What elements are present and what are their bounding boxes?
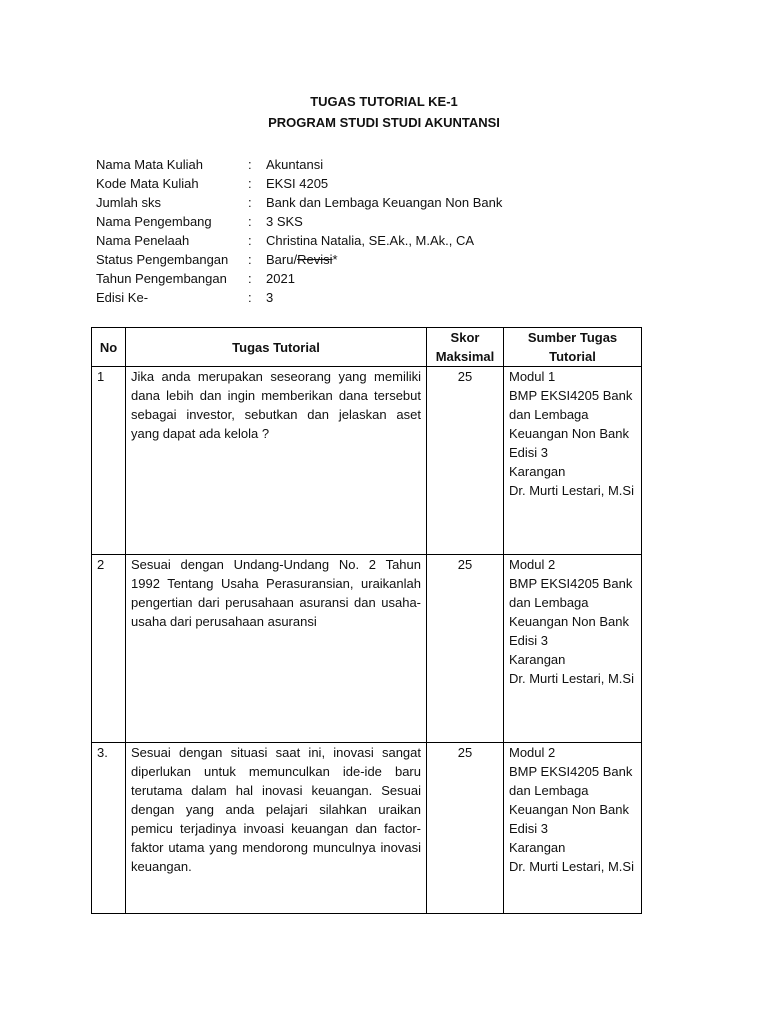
meta-colon: : xyxy=(248,214,252,229)
source-edition: Edisi 3 xyxy=(509,633,549,648)
meta-colon: : xyxy=(248,252,252,267)
meta-value xyxy=(266,250,338,269)
source-author: Dr. Murti Lestari, M.Si xyxy=(509,859,634,874)
meta-value: 2021 xyxy=(266,271,295,286)
source-author-label: Karangan xyxy=(509,840,566,855)
meta-colon: : xyxy=(248,271,252,286)
meta-colon: : xyxy=(248,195,252,210)
source-module: Modul 1 xyxy=(509,369,556,384)
meta-label: Nama Pengembang xyxy=(96,214,212,229)
header-source xyxy=(504,328,642,367)
table-header-row xyxy=(92,328,642,367)
row-number: 2 xyxy=(92,555,126,743)
row-number: 3. xyxy=(92,743,126,914)
meta-value: 3 xyxy=(266,290,274,305)
meta-label: Edisi Ke- xyxy=(96,290,149,305)
status-new: Baru/ xyxy=(266,252,298,267)
source-book: BMP EKSI4205 Bank dan Lembaga Keuangan Non Bank xyxy=(509,388,633,441)
source-author-label: Karangan xyxy=(509,464,566,479)
row-question: Sesuai dengan Undang-Undang No. 2 Tahun 1992 Tentang Usaha Perasuransian, uraikanlah pengertian dari perusahaan asuransi dan usaha-usaha dari perusahaan asuransi xyxy=(126,555,427,743)
meta-label: Jumlah sks xyxy=(96,195,162,210)
source-edition: Edisi 3 xyxy=(509,445,549,460)
meta-colon: : xyxy=(248,290,252,305)
meta-value: EKSI 4205 xyxy=(266,176,329,191)
meta-value: Akuntansi xyxy=(266,157,324,172)
row-source xyxy=(504,555,642,743)
source-author: Dr. Murti Lestari, M.Si xyxy=(509,483,634,498)
meta-value: Bank dan Lembaga Keuangan Non Bank xyxy=(266,195,503,210)
row-source xyxy=(504,367,642,555)
meta-label: Nama Penelaah xyxy=(96,233,190,248)
source-author: Dr. Murti Lestari, M.Si xyxy=(509,671,634,686)
source-author-label: Karangan xyxy=(509,652,566,667)
meta-colon: : xyxy=(248,233,252,248)
source-module: Modul 2 xyxy=(509,557,556,572)
table-row xyxy=(92,743,642,914)
row-score: 25 xyxy=(427,555,504,743)
header-no: No xyxy=(92,328,126,367)
meta-label: Tahun Pengembangan xyxy=(96,271,227,286)
header-score-line1: Skor xyxy=(450,330,480,345)
row-score: 25 xyxy=(427,367,504,555)
status-revision-struck: Revisi xyxy=(297,252,333,267)
meta-label: Status Pengembangan xyxy=(96,252,229,267)
document-subtitle: PROGRAM STUDI STUDI AKUNTANSI xyxy=(268,115,500,130)
source-module: Modul 2 xyxy=(509,745,556,760)
row-question: Jika anda merupakan seseorang yang memiliki dana lebih dan ingin memberikan dana tersebut sebagai investor, sebutkan dan jelaskan aset yang dapat ada kelola ? xyxy=(126,367,427,555)
row-number: 1 xyxy=(92,367,126,555)
source-edition: Edisi 3 xyxy=(509,821,549,836)
meta-label: Kode Mata Kuliah xyxy=(96,176,199,191)
header-score xyxy=(427,328,504,367)
tasks-table xyxy=(91,327,642,914)
document-title: TUGAS TUTORIAL KE-1 xyxy=(310,94,458,109)
header-task: Tugas Tutorial xyxy=(126,328,427,367)
meta-value: 3 SKS xyxy=(266,214,303,229)
header-source-line1: Sumber Tugas xyxy=(527,330,618,345)
header-source-line2: Tutorial xyxy=(549,349,596,364)
row-score: 25 xyxy=(427,743,504,914)
meta-label: Nama Mata Kuliah xyxy=(96,157,203,172)
header-score-line2: Maksimal xyxy=(435,349,495,364)
table-row xyxy=(92,555,642,743)
row-question: Sesuai dengan situasi saat ini, inovasi sangat diperlukan untuk memunculkan ide-ide baru terutama dalam hal inovasi keuangan. Sesuai dengan yang anda pelajari silahkan uraikan pemicu terjadinya invoasi keuangan dan factor-faktor utama yang mendorong munculnya inovasi keuangan. xyxy=(126,743,427,914)
row-source xyxy=(504,743,642,914)
source-book: BMP EKSI4205 Bank dan Lembaga Keuangan Non Bank xyxy=(509,576,633,629)
table-row xyxy=(92,367,642,555)
source-book: BMP EKSI4205 Bank dan Lembaga Keuangan Non Bank xyxy=(509,764,633,817)
meta-colon: : xyxy=(248,157,252,172)
status-asterisk: * xyxy=(332,252,338,267)
meta-value: Christina Natalia, SE.Ak., M.Ak., CA xyxy=(266,233,475,248)
meta-colon: : xyxy=(248,176,252,191)
